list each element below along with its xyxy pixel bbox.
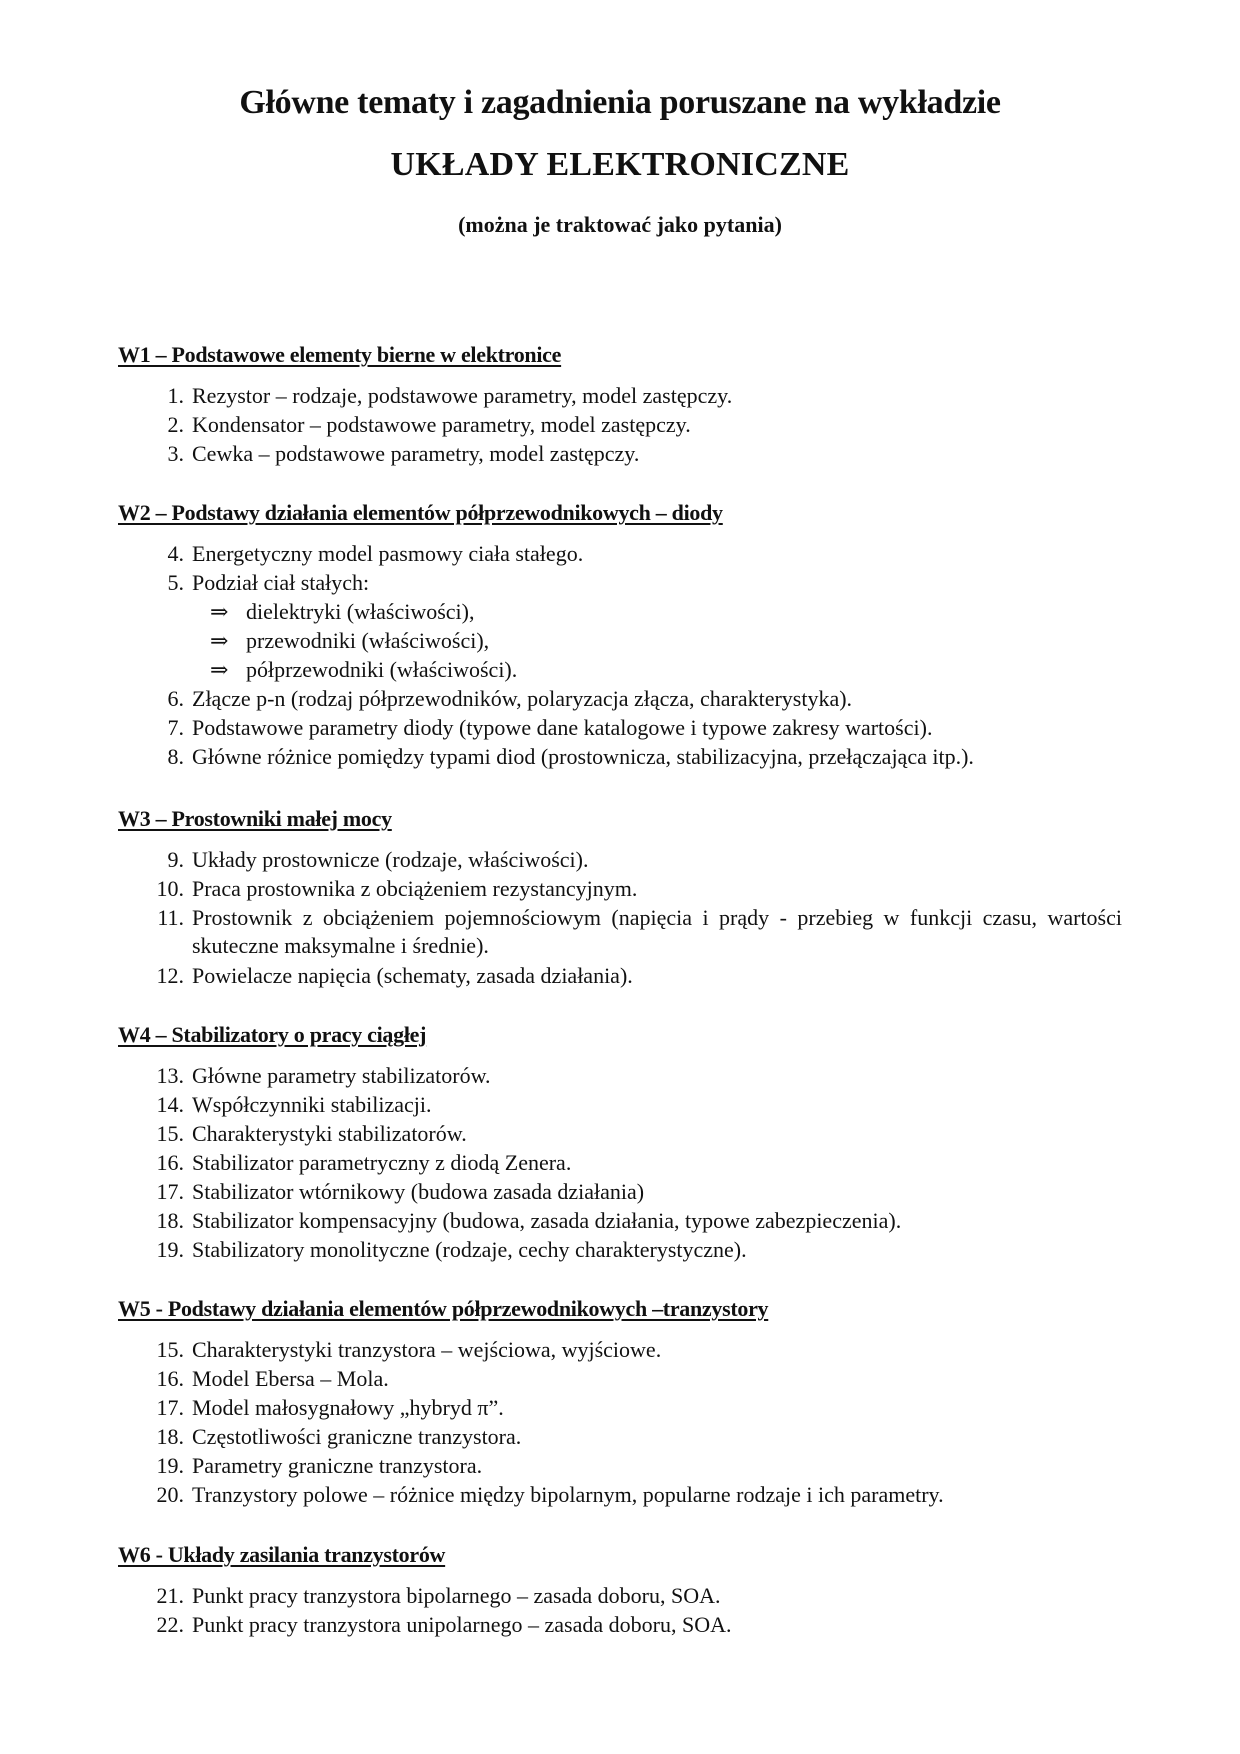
item-number: 2. [167, 412, 184, 437]
item-text: Podział ciał stałych: [192, 570, 370, 595]
section-heading-w6: W6 - Układy zasilania tranzystorów [118, 1542, 446, 1567]
item-number: 9. [167, 847, 184, 872]
item-text: Charakterystyki stabilizatorów. [192, 1121, 467, 1146]
item-text: Powielacze napięcia (schematy, zasada działania). [192, 963, 633, 988]
section-heading-w5: W5 - Podstawy działania elementów półprzewodnikowych –tranzystory [118, 1296, 769, 1321]
item-text: Model Ebersa – Mola. [192, 1366, 389, 1391]
section-heading-w2: W2 – Podstawy działania elementów półprzewodnikowych – diody [118, 500, 723, 525]
item-number: 17. [156, 1395, 184, 1420]
sub-item-text: przewodniki (właściwości), [246, 628, 490, 653]
item-text: Stabilizator kompensacyjny (budowa, zasada działania, typowe zabezpieczenia). [192, 1208, 902, 1233]
item-text: Punkt pracy tranzystora unipolarnego – zasada doboru, SOA. [192, 1612, 732, 1637]
item-number: 22. [156, 1612, 184, 1637]
sub-item [210, 656, 517, 684]
section-heading-w3: W3 – Prostowniki małej mocy [118, 806, 392, 831]
item-number: 16. [156, 1366, 184, 1391]
page-note: (można je traktować jako pytania) [458, 212, 782, 237]
item-text: Współczynniki stabilizacji. [192, 1092, 432, 1117]
page-title: Główne tematy i zagadnienia poruszane na wykładzie [239, 84, 1001, 121]
page-subtitle: UKŁADY ELEKTRONICZNE [390, 146, 850, 183]
item-number: 10. [156, 876, 184, 901]
item-text: Prostownik z obciążeniem pojemnościowym (napięcia i prądy - przebieg w funkcji czasu, wartości skuteczne maksymalne i średnie). [192, 905, 1122, 958]
item-number: 16. [156, 1150, 184, 1175]
item-number: 4. [167, 541, 184, 566]
item-text: Podstawowe parametry diody (typowe dane katalogowe i typowe zakresy wartości). [192, 715, 933, 740]
item-number: 20. [156, 1482, 184, 1507]
item-text: Częstotliwości graniczne tranzystora. [192, 1424, 522, 1449]
item-text: Stabilizator parametryczny z diodą Zenera. [192, 1150, 572, 1175]
item-number: 8. [167, 744, 184, 769]
item-text: Rezystor – rodzaje, podstawowe parametry, model zastępczy. [192, 383, 733, 408]
item-number: 18. [156, 1424, 184, 1449]
item-text: Parametry graniczne tranzystora. [192, 1453, 483, 1478]
section-heading-w4: W4 – Stabilizatory o pracy ciągłej [118, 1022, 427, 1047]
implies-arrow-icon: ⇒ [210, 657, 229, 682]
item-number: 7. [167, 715, 184, 740]
item-number: 19. [156, 1453, 184, 1478]
item-text: Tranzystory polowe – różnice między bipolarnym, popularne rodzaje i ich parametry. [192, 1482, 944, 1507]
item-number: 19. [156, 1237, 184, 1262]
item-number: 13. [156, 1063, 184, 1088]
item-number: 15. [156, 1337, 184, 1362]
item-text: Układy prostownicze (rodzaje, właściwości). [192, 847, 589, 872]
item-text: Praca prostownika z obciążeniem rezystancyjnym. [192, 876, 638, 901]
item-number: 11. [157, 905, 184, 930]
item-text: Energetyczny model pasmowy ciała stałego. [192, 541, 584, 566]
sub-item [210, 598, 475, 626]
item-text: Punkt pracy tranzystora bipolarnego – zasada doboru, SOA. [192, 1583, 721, 1608]
item-number: 21. [156, 1583, 184, 1608]
item-number: 12. [156, 963, 184, 988]
item-text: Główne parametry stabilizatorów. [192, 1063, 491, 1088]
item-number: 3. [167, 441, 184, 466]
item-text: Cewka – podstawowe parametry, model zastępczy. [192, 441, 640, 466]
item-text: Główne różnice pomiędzy typami diod (prostownicza, stabilizacyjna, przełączająca itp.). [192, 744, 974, 769]
implies-arrow-icon: ⇒ [210, 599, 229, 624]
item-text: Stabilizator wtórnikowy (budowa zasada działania) [192, 1179, 645, 1204]
item-number: 18. [156, 1208, 184, 1233]
item-number: 5. [167, 570, 184, 595]
item-text: Model małosygnałowy „hybryd π”. [192, 1395, 504, 1420]
item-number: 6. [167, 686, 184, 711]
section-heading-w1: W1 – Podstawowe elementy bierne w elektronice [118, 342, 562, 367]
item-number: 14. [156, 1092, 184, 1117]
item-number: 15. [156, 1121, 184, 1146]
item-text: Złącze p-n (rodzaj półprzewodników, polaryzacja złącza, charakterystyka). [192, 686, 853, 711]
item-text: Stabilizatory monolityczne (rodzaje, cechy charakterystyczne). [192, 1237, 747, 1262]
item-text: Charakterystyki tranzystora – wejściowa, wyjściowe. [192, 1337, 662, 1362]
item-text: Kondensator – podstawowe parametry, model zastępczy. [192, 412, 691, 437]
sub-item-text: półprzewodniki (właściwości). [246, 657, 518, 682]
item-number: 17. [156, 1179, 184, 1204]
sub-item-text: dielektryki (właściwości), [246, 599, 475, 624]
item-number: 1. [167, 383, 184, 408]
implies-arrow-icon: ⇒ [210, 628, 229, 653]
sub-item [210, 627, 489, 655]
